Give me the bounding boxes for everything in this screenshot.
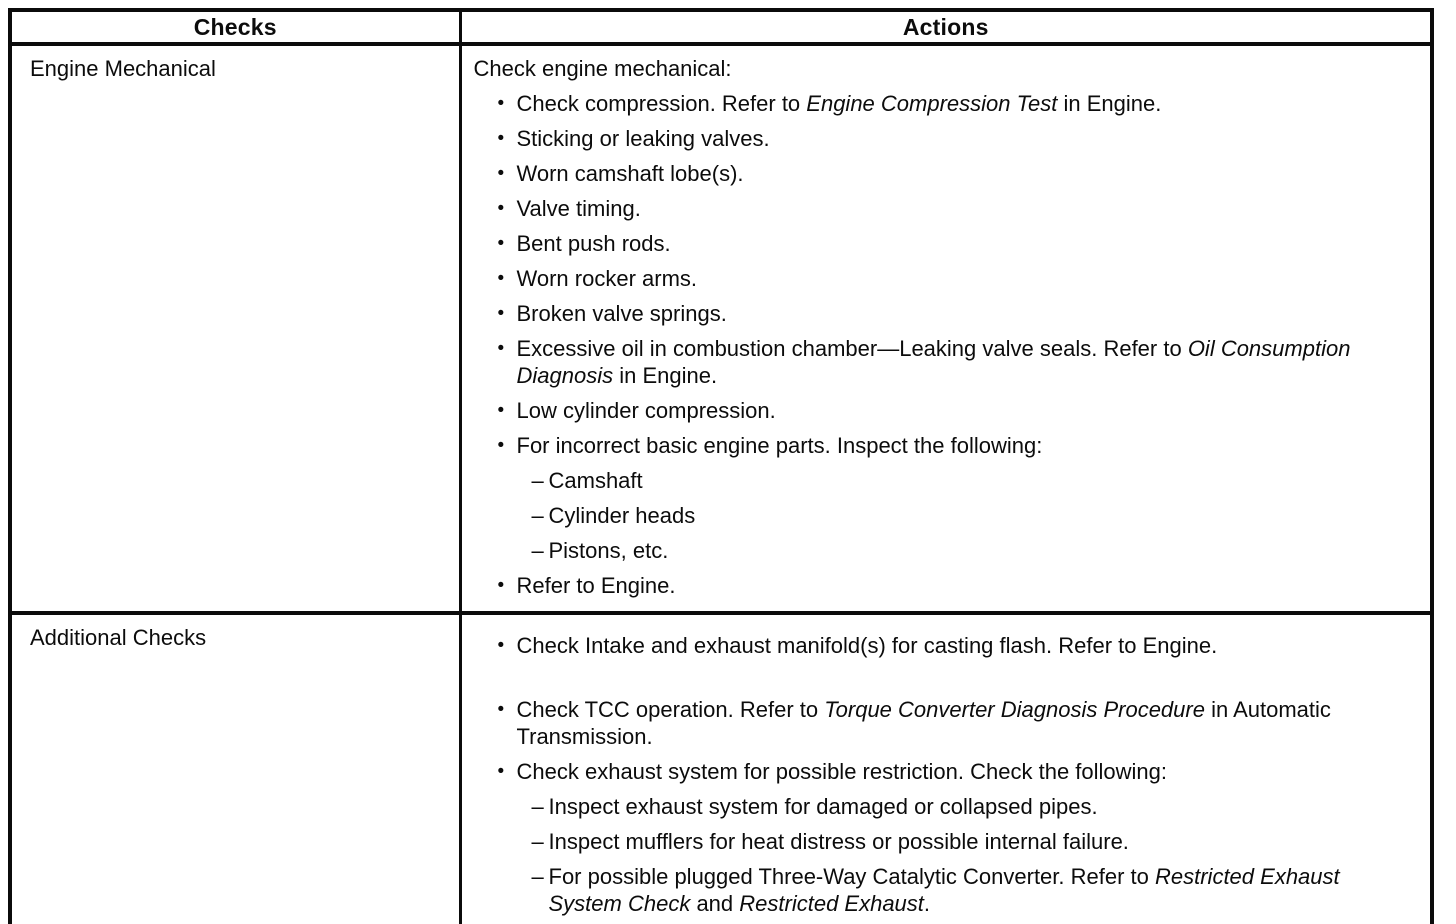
check-name-additional-checks: Additional Checks [10, 613, 460, 924]
action-item-text [517, 265, 1417, 292]
actions-cell-engine-mechanical [460, 44, 1432, 613]
sub-action-item [474, 467, 1417, 494]
text-segment: and [690, 891, 740, 916]
action-item [474, 265, 1417, 292]
action-item-text [517, 335, 1417, 389]
text-segment: Broken valve springs. [516, 301, 727, 326]
action-item-text [549, 863, 1417, 917]
text-segment: Inspect exhaust system for damaged or collapsed pipes. [548, 794, 1098, 819]
action-item [474, 335, 1417, 389]
action-item-text [517, 758, 1417, 785]
text-segment: Check TCC operation. Refer to [516, 697, 825, 722]
text-segment: . [923, 891, 931, 916]
text-segment: Camshaft [548, 468, 643, 493]
bullet-marker: • [497, 761, 505, 782]
action-item [474, 758, 1417, 785]
bullet-marker: • [497, 268, 505, 289]
text-segment: Check exhaust system for possible restriction. Check the following: [516, 759, 1168, 784]
italic-text-segment: Restricted Exhaust System Check [548, 864, 1340, 916]
text-segment: Pistons, etc. [548, 538, 669, 563]
dash-marker: – [531, 503, 544, 528]
actions-cell-additional-checks [460, 613, 1432, 924]
action-item-text [517, 90, 1417, 117]
text-segment: Bent push rods. [516, 231, 671, 256]
action-item-text [517, 230, 1417, 257]
bullet-marker: • [497, 303, 505, 324]
action-list [474, 632, 1417, 917]
dash-marker: – [531, 794, 544, 819]
italic-text-segment: Oil Consumption Diagnosis [516, 336, 1351, 388]
action-item-text [517, 125, 1417, 152]
dash-marker: – [531, 538, 544, 563]
action-item-text [517, 160, 1417, 187]
action-item [474, 195, 1417, 222]
text-segment: Worn camshaft lobe(s). [516, 161, 744, 186]
table-header-row [10, 10, 1432, 44]
action-item-text [549, 828, 1417, 855]
action-item [474, 160, 1417, 187]
text-segment: Sticking or leaking valves. [516, 126, 770, 151]
text-segment: Valve timing. [516, 196, 641, 221]
action-item-text [549, 502, 1417, 529]
bullet-marker: • [497, 400, 505, 421]
text-segment: Cylinder heads [548, 503, 696, 528]
dash-marker: – [531, 829, 544, 854]
checks-column-header: Checks [10, 10, 460, 44]
bullet-marker: • [497, 198, 505, 219]
text-segment: Refer to Engine. [516, 573, 676, 598]
action-item [474, 397, 1417, 424]
action-item-text [517, 572, 1417, 599]
italic-text-segment: Restricted Exhaust [739, 891, 924, 916]
sub-action-item [474, 537, 1417, 564]
text-segment: Check Intake and exhaust manifold(s) for casting flash. Refer to Engine. [516, 633, 1218, 658]
action-list [474, 90, 1417, 599]
action-item-text [549, 537, 1417, 564]
sub-action-item [474, 502, 1417, 529]
text-segment: in Engine. [613, 363, 718, 388]
action-item-text [517, 696, 1417, 750]
sub-action-item [474, 863, 1417, 917]
table-row-additional-checks [10, 613, 1432, 924]
text-segment: Inspect mufflers for heat distress or possible internal failure. [548, 829, 1129, 854]
bullet-marker: • [497, 338, 505, 359]
action-item [474, 432, 1417, 459]
bullet-marker: • [497, 93, 505, 114]
actions-intro: Check engine mechanical: [473, 56, 732, 81]
action-item-text [517, 300, 1417, 327]
text-segment: Excessive oil in combustion chamber—Leaking valve seals. Refer to [516, 336, 1188, 361]
sub-action-item [474, 828, 1417, 855]
dash-marker: – [531, 468, 544, 493]
action-item [474, 632, 1417, 659]
bullet-marker: • [497, 128, 505, 149]
action-item [474, 696, 1417, 750]
sub-action-item [474, 793, 1417, 820]
actions-column-header: Actions [460, 10, 1432, 44]
check-name-engine-mechanical: Engine Mechanical [10, 44, 460, 613]
italic-text-segment: Torque Converter Diagnosis Procedure [824, 697, 1205, 722]
bullet-marker: • [497, 635, 505, 656]
bullet-marker: • [497, 163, 505, 184]
bullet-marker: • [497, 233, 505, 254]
text-segment: For incorrect basic engine parts. Inspect the following: [516, 433, 1043, 458]
bullet-marker: • [497, 699, 505, 720]
action-item-text [517, 632, 1417, 659]
text-segment: in Automatic Transmission. [516, 697, 1331, 749]
text-segment: Low cylinder compression. [516, 398, 776, 423]
action-item-text [549, 467, 1417, 494]
action-item-text [549, 793, 1417, 820]
text-segment: For possible plugged Three-Way Catalytic Converter. Refer to [548, 864, 1155, 889]
italic-text-segment: Engine Compression Test [806, 91, 1058, 116]
text-segment: Check compression. Refer to [516, 91, 807, 116]
action-item-text [517, 397, 1417, 424]
action-item [474, 90, 1417, 117]
dash-marker: – [531, 864, 544, 889]
action-item-text [517, 432, 1417, 459]
table-row-engine-mechanical [10, 44, 1432, 613]
text-segment: Worn rocker arms. [516, 266, 698, 291]
action-item [474, 230, 1417, 257]
action-item-text [517, 195, 1417, 222]
bullet-marker: • [497, 435, 505, 456]
bullet-marker: • [497, 575, 505, 596]
text-segment: in Engine. [1057, 91, 1162, 116]
diagnostic-checks-table [8, 8, 1434, 924]
action-item [474, 572, 1417, 599]
action-item [474, 300, 1417, 327]
action-item [474, 125, 1417, 152]
